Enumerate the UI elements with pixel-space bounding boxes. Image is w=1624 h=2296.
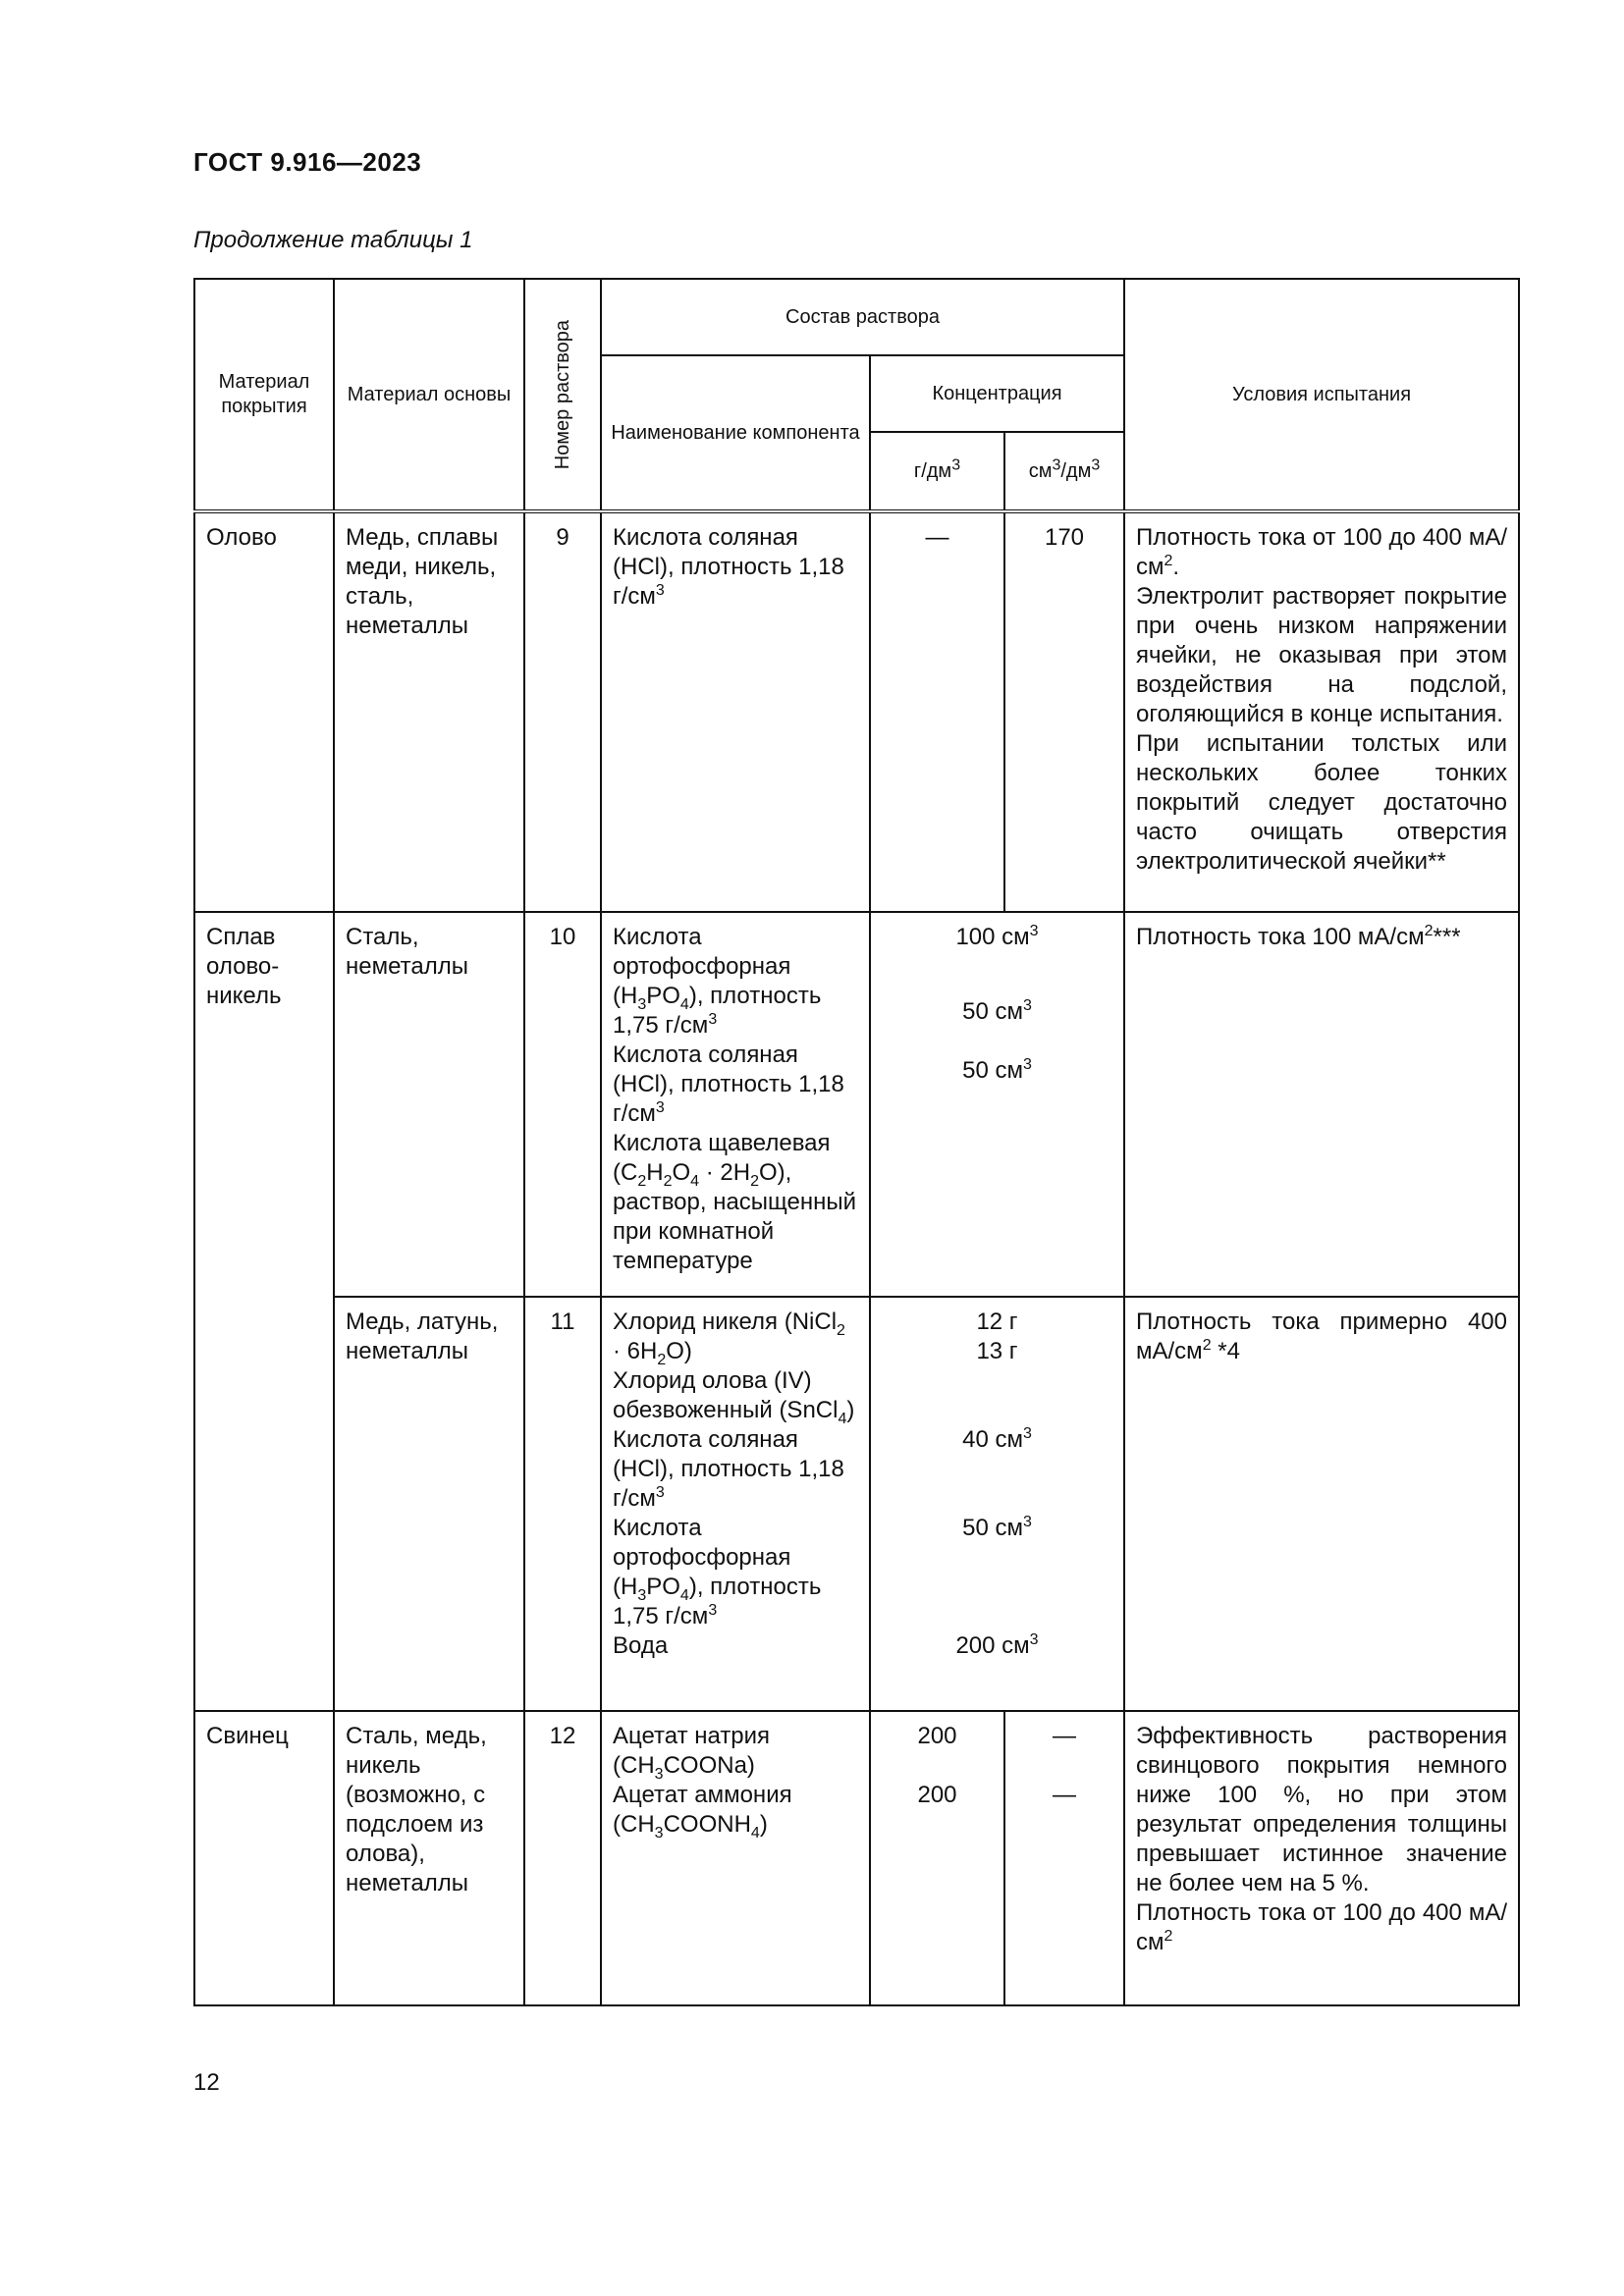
cell-component: Ацетат натрия $(CH_3COONa)$ Ацетат аммония $(CH_3COONH_4)$ [601,1711,870,2005]
table-row [194,511,1519,912]
cell-component: Кислота соляная (HCl), плотность 1,18 $г/см^3$ [601,511,870,912]
cell-concentration: 100 $см^3$ 50 $см^3$ 50 $см^3$ [870,912,1124,1297]
cell-coating: Олово [194,511,334,912]
cell-coating: Свинец [194,1711,334,2005]
table-row [194,912,1519,1297]
cell-number: 11 [524,1297,601,1711]
table-row [194,1297,1519,1711]
cell-conc-cm: — — [1004,1711,1124,2005]
header-coating: Материал покрытия [194,279,334,511]
cell-number: 10 [524,912,601,1297]
cell-conc-cm: 170 [1004,511,1124,912]
header-solution-number-text: Номер раствора [552,319,573,470]
header-unit-cm: $см^3/дм^3$ [1004,432,1124,511]
cell-conditions: Плотность тока примерно 400 $мА/см^2$ *4 [1124,1297,1519,1711]
cell-component: Хлорид никеля (NiCl$_2$ · $6H_2O$) Хлорид олова (IV) обезвоженный (SnCl$_4$) Кислота соляная (HCl), плотность 1,18 $г/см^3$ Кислота ортофосфорная $(H_3PO_4)$, плотность 1,75 $г/см^3$ Вода [601,1297,870,1711]
header-composition: Состав раствора [601,279,1124,355]
document-code: ГОСТ 9.916—2023 [193,147,422,177]
cell-conditions: Эффективность растворения свинцового покрытия немного ниже 100 %, но при этом результат определения толщины превышает истинное значение не более чем на 5 %. Плотность тока от 100 до 400 $мА/см^2$ [1124,1711,1519,2005]
header-solution-number [524,279,601,511]
cell-base: Сталь, медь, никель (возможно, с подслоем из олова), неметаллы [334,1711,524,2005]
solutions-table [193,278,1520,2006]
cell-concentration: 12 г 13 г 40 $см^3$ 50 $см^3$ 200 $см^3$ [870,1297,1124,1711]
cell-number: 12 [524,1711,601,2005]
header-base: Материал основы [334,279,524,511]
cell-coating: Сплав олово-никель [194,912,334,1711]
cell-conc-g: — [870,511,1004,912]
cell-base: Медь, латунь, неметаллы [334,1297,524,1711]
cell-base: Сталь, неметаллы [334,912,524,1297]
header-component: Наименование компонента [601,355,870,511]
cell-component: Кислота ортофосфорная $(H_3PO_4)$, плотность 1,75 $г/см^3$ Кислота соляная (HCl), плотность 1,18 $г/см^3$ Кислота щавелевая $(C_2H_2O_4 \cdot 2H_2O)$, раствор, насыщенный при комнатной температуре [601,912,870,1297]
header-conditions: Условия испытания [1124,279,1519,511]
cell-conditions: Плотность тока 100 $мА/см^2***$ [1124,912,1519,1297]
table-caption: Продолжение таблицы 1 [193,227,473,253]
header-unit-g: $г/дм^3$ [870,432,1004,511]
cell-number: 9 [524,511,601,912]
cell-conc-g: 200 200 [870,1711,1004,2005]
page-number: 12 [193,2069,220,2096]
table-row [194,1711,1519,2005]
cell-base: Медь, сплавы меди, никель, сталь, неметаллы [334,511,524,912]
cell-conditions: Плотность тока от 100 до 400 $мА/см^2$. Электролит растворяет покрытие при очень низком напряжении ячейки, не оказывая при этом воздействия на подслой, оголяющийся в конце испытания. При испытании толстых или нескольких более тонких покрытий следует достаточно часто очищать отверстия электролитической ячейки** [1124,511,1519,912]
header-concentration: Концентрация [870,355,1124,432]
